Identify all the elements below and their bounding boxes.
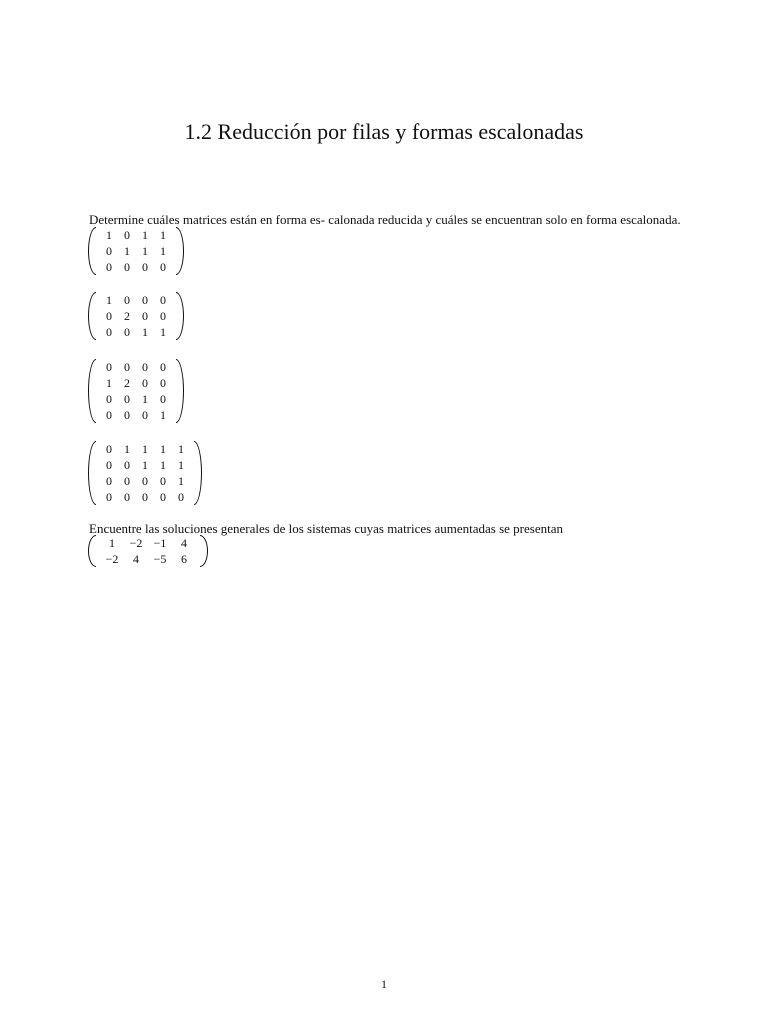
matrix-entry: 0 [178, 490, 184, 504]
matrix-entry: 0 [142, 474, 148, 488]
matrix-entry: 1 [142, 244, 148, 258]
right-parenthesis [176, 292, 184, 340]
matrix-entry: 1 [124, 244, 130, 258]
matrix-entry: 0 [106, 442, 112, 456]
instruction-general-solutions: Encuentre las soluciones generales de los sistemas cuyas matrices aumentadas se presentan [89, 521, 563, 536]
matrix-entry: 0 [124, 458, 130, 472]
matrix-entry: 1 [142, 458, 148, 472]
matrix-entry: 0 [124, 392, 130, 406]
matrix-entry: 1 [142, 228, 148, 242]
matrix-entry: 0 [106, 458, 112, 472]
left-parenthesis [88, 359, 96, 423]
matrix-entry: 0 [124, 474, 130, 488]
matrix-entry: 0 [106, 474, 112, 488]
matrix-entry: 0 [124, 360, 130, 374]
matrix-entry: 0 [124, 293, 130, 307]
matrix-entry: 2 [124, 376, 130, 390]
page-number: 1 [381, 977, 387, 991]
matrix-4 [88, 441, 202, 505]
left-parenthesis [88, 441, 96, 505]
matrix-entry: 0 [142, 309, 148, 323]
matrix-entry: 0 [142, 260, 148, 274]
matrix-entry: 1 [124, 442, 130, 456]
matrix-entry: 0 [124, 260, 130, 274]
matrix-entry: 1 [142, 325, 148, 339]
matrix-entry: 0 [124, 408, 130, 422]
matrix-entry: 0 [160, 293, 166, 307]
matrix-2 [88, 292, 184, 340]
matrix-3 [88, 359, 184, 423]
matrix-entry: 0 [106, 309, 112, 323]
matrix-entry: 0 [142, 408, 148, 422]
matrix-entry: 0 [160, 392, 166, 406]
matrix-entry: 1 [109, 536, 115, 550]
left-parenthesis [88, 292, 96, 340]
matrix-entry: 0 [106, 325, 112, 339]
matrix-entry: 0 [124, 325, 130, 339]
matrix-entry: 6 [181, 552, 187, 566]
matrix-entry: −5 [153, 552, 167, 566]
matrix-entry: 1 [142, 442, 148, 456]
matrix-entry: −2 [129, 536, 143, 550]
matrix-entry: −1 [153, 536, 167, 550]
instruction-reduced-form: Determine cuáles matrices están en forma es- calonada reducida y cuáles se encuentran solo en forma escalonada. [89, 212, 681, 227]
matrix-entry: 0 [160, 474, 166, 488]
right-parenthesis [194, 441, 202, 505]
matrix-entry: 0 [106, 244, 112, 258]
matrix-entry: 0 [106, 408, 112, 422]
matrix-entry: 4 [133, 552, 139, 566]
matrix-entry: 1 [160, 325, 166, 339]
matrix-entry: 0 [106, 260, 112, 274]
matrix-entry: 1 [106, 293, 112, 307]
matrix-entry: 1 [160, 244, 166, 258]
matrix-entry: 1 [142, 392, 148, 406]
matrix-entry: 0 [106, 360, 112, 374]
matrix-entry: 1 [178, 458, 184, 472]
left-parenthesis [88, 227, 96, 275]
matrix-entry: 0 [142, 490, 148, 504]
section-title: 1.2 Reducción por filas y formas escalonadas [184, 119, 584, 144]
matrix-entry: 2 [124, 309, 130, 323]
matrix-entry: 4 [181, 536, 187, 550]
matrix-entry: 1 [106, 376, 112, 390]
matrix-entry: 0 [124, 490, 130, 504]
right-parenthesis [176, 359, 184, 423]
matrix-entry: 0 [124, 228, 130, 242]
left-parenthesis [88, 535, 96, 567]
matrix-entry: 1 [160, 408, 166, 422]
matrix-entry: 0 [160, 490, 166, 504]
matrix-entry: 1 [178, 474, 184, 488]
matrix-entry: 1 [178, 442, 184, 456]
matrix-entry: 0 [142, 293, 148, 307]
matrix-entry: 0 [106, 490, 112, 504]
matrix-entry: 1 [106, 228, 112, 242]
right-parenthesis [200, 535, 208, 567]
matrix-entry: 1 [160, 458, 166, 472]
matrix-entry: 1 [160, 442, 166, 456]
matrix-entry: 0 [160, 376, 166, 390]
matrix-entry: 0 [160, 360, 166, 374]
right-parenthesis [176, 227, 184, 275]
matrix-entry: 0 [160, 309, 166, 323]
matrix-entry: 0 [142, 360, 148, 374]
augmented-matrix-1 [88, 535, 208, 567]
matrix-1 [88, 227, 184, 275]
matrix-entry: −2 [105, 552, 119, 566]
matrix-entry: 0 [106, 392, 112, 406]
matrix-entry: 0 [142, 376, 148, 390]
matrix-entry: 0 [160, 260, 166, 274]
matrix-entry: 1 [160, 228, 166, 242]
